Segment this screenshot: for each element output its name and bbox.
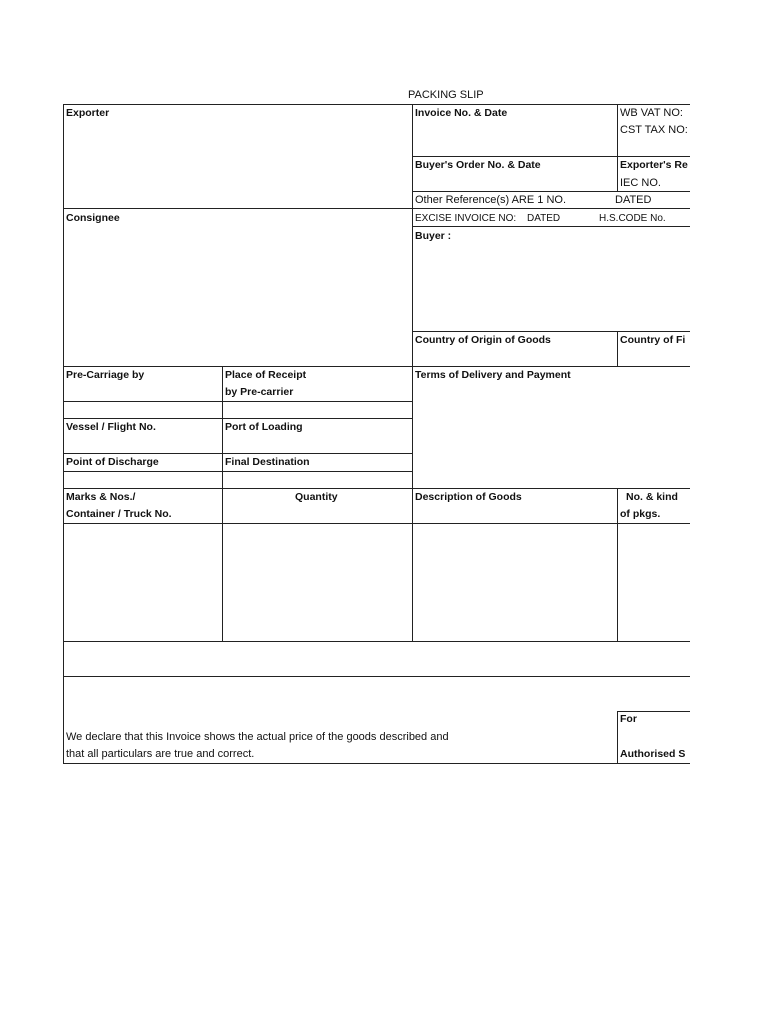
consignee-label: Consignee bbox=[66, 212, 120, 224]
order-row-border bbox=[412, 191, 690, 192]
description-label: Description of Goods bbox=[415, 491, 522, 503]
table-top-border bbox=[63, 104, 690, 105]
origin-top-border bbox=[412, 331, 690, 332]
excise-label: EXCISE INVOICE NO: bbox=[415, 213, 517, 224]
vessel-label: Vessel / Flight No. bbox=[66, 421, 156, 433]
consignee-bottom-border bbox=[63, 366, 690, 367]
signature-top-border bbox=[617, 711, 690, 712]
page-title: PACKING SLIP bbox=[408, 89, 484, 101]
buyer-label: Buyer : bbox=[415, 230, 452, 242]
port-loading-label: Port of Loading bbox=[225, 421, 303, 433]
table-left-border bbox=[63, 104, 64, 763]
precarriage-value-border bbox=[63, 418, 412, 419]
declaration-line-1: We declare that this Invoice shows the actual price of the goods described and bbox=[66, 731, 449, 743]
total-row-border bbox=[63, 676, 690, 677]
container-label: Container / Truck No. bbox=[66, 508, 172, 520]
terms-label: Terms of Delivery and Payment bbox=[415, 369, 571, 381]
discharge-row-border bbox=[63, 471, 412, 472]
other-ref-label: Other Reference(s) ARE 1 NO. bbox=[415, 194, 566, 206]
shipping-divider bbox=[222, 366, 223, 641]
origin-divider bbox=[617, 331, 618, 366]
final-destination-label: Final Destination bbox=[225, 456, 310, 468]
excise-row-border bbox=[412, 226, 690, 227]
goods-body-bottom-border bbox=[63, 641, 690, 642]
hs-code-label: H.S.CODE No. bbox=[599, 213, 666, 224]
goods-header-top-border bbox=[63, 488, 690, 489]
authorised-signatory-label: Authorised S bbox=[620, 748, 686, 760]
declaration-line-2: that all particulars are true and correct. bbox=[66, 748, 255, 760]
quantity-label: Quantity bbox=[295, 491, 338, 503]
pkgs-label: No. & kind bbox=[626, 491, 678, 503]
signature-divider bbox=[617, 711, 618, 763]
final-country-label: Country of Fi bbox=[620, 334, 686, 346]
pre-carriage-label: Pre-Carriage by bbox=[66, 369, 145, 381]
precarriage-row-border bbox=[63, 401, 412, 402]
exporters-ref-label: Exporter's Re bbox=[620, 159, 688, 171]
exporter-label: Exporter bbox=[66, 107, 110, 119]
page-crop-mask bbox=[690, 0, 770, 1024]
cst-tax-label: CST TAX NO: bbox=[620, 124, 688, 136]
place-receipt-label: Place of Receipt bbox=[225, 369, 307, 381]
pkgs-divider bbox=[617, 488, 618, 641]
vessel-row-border bbox=[63, 453, 412, 454]
invoice-row-border bbox=[412, 156, 690, 157]
excise-dated: DATED bbox=[527, 213, 561, 224]
other-ref-dated: DATED bbox=[615, 194, 652, 206]
goods-header-bottom-border bbox=[63, 523, 690, 524]
invoice-label: Invoice No. & Date bbox=[415, 107, 508, 119]
main-divider bbox=[412, 104, 413, 641]
iec-label: IEC NO. bbox=[620, 177, 661, 189]
table-bottom-border bbox=[63, 763, 690, 764]
origin-label: Country of Origin of Goods bbox=[415, 334, 551, 346]
wb-vat-label: WB VAT NO: bbox=[620, 107, 683, 119]
exporter-bottom-border bbox=[63, 208, 690, 209]
marks-label: Marks & Nos./ bbox=[66, 491, 136, 503]
point-discharge-label: Point of Discharge bbox=[66, 456, 159, 468]
for-label: For bbox=[620, 713, 637, 725]
place-receipt-label-2: by Pre-carrier bbox=[225, 386, 294, 398]
buyers-order-label: Buyer's Order No. & Date bbox=[415, 159, 541, 171]
tax-divider bbox=[617, 104, 618, 191]
pkgs-label-2: of pkgs. bbox=[620, 508, 661, 520]
